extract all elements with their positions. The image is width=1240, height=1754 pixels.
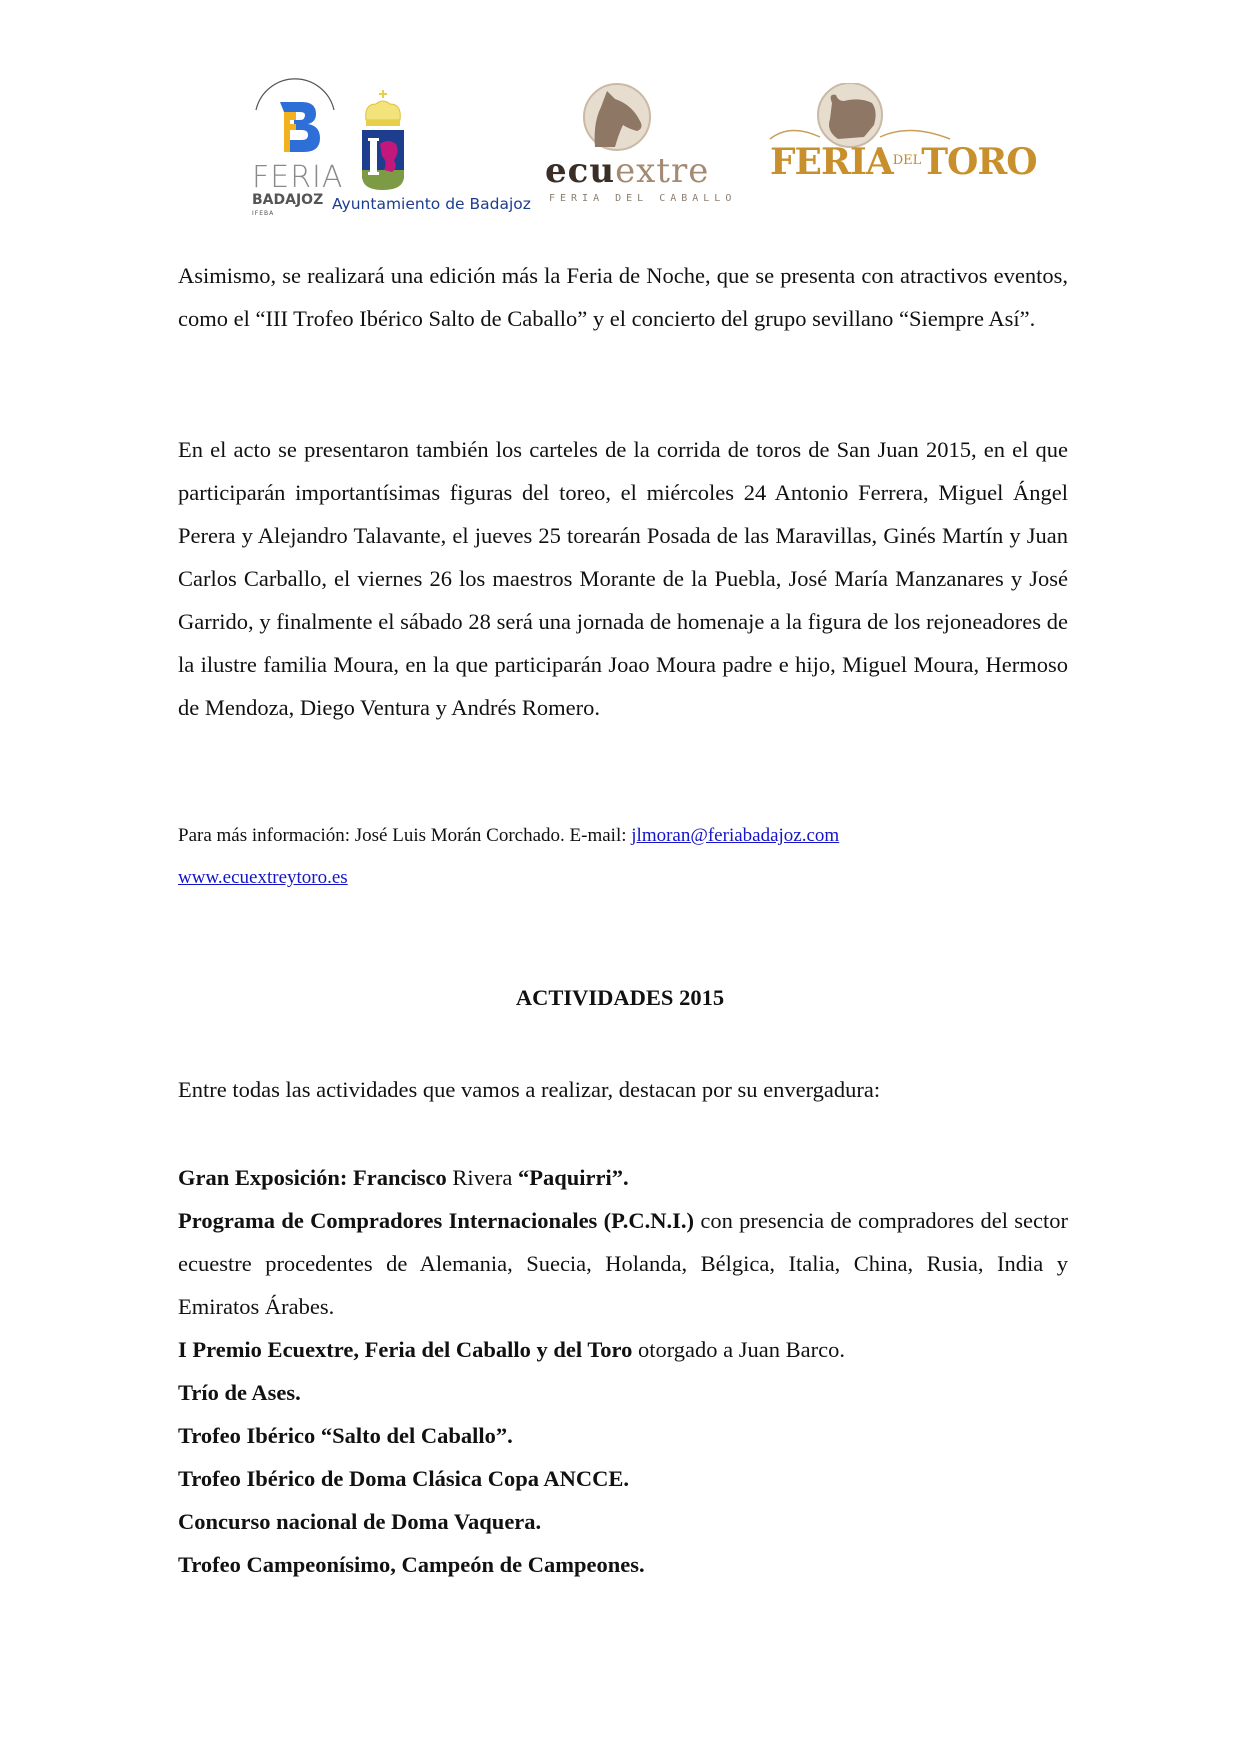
activity-bold-text: Gran Exposición: Francisco: [178, 1165, 447, 1190]
ayuntamiento-word: Ayuntamiento de Badajoz: [332, 195, 531, 213]
activity-bold-text: “Paquirri”.: [517, 1165, 629, 1190]
logo-feria-del-toro: [760, 83, 1037, 203]
paragraph-feria-de-noche: Asimismo, se realizará una edición más la Feria de Noche, que se presenta con atractivos eventos, como el “III Trofeo Ibérico Salto de Caballo” y el concierto del grupo sevillano “Siempre Así”.: [178, 263, 1068, 331]
activity-text: Rivera: [446, 1165, 518, 1190]
activity-item: [178, 1156, 1068, 1199]
extre-part: extre: [615, 151, 710, 191]
activities-heading: ACTIVIDADES 2015: [515, 985, 725, 1010]
ecuextre-word: [545, 151, 709, 191]
activity-text: con presencia de compradores del sector ecuestre procedentes de Alemania, Suecia, Holanda, Bélgica, Italia, China, Rusia, India y Emiratos Árabes.: [178, 1208, 1068, 1319]
activity-item: [178, 1371, 1068, 1414]
contact-info: [178, 815, 1068, 899]
feria-part: FERIA: [770, 141, 893, 183]
activity-bold-text: Trofeo Campeonísimo, Campeón de Campeones.: [178, 1552, 645, 1577]
badajoz-word: BADAJOZ: [252, 192, 324, 208]
activities-list: [178, 1156, 1068, 1586]
del-part: DEL: [892, 153, 922, 168]
horse-head-icon: [545, 83, 730, 153]
activity-bold-text: Trofeo Ibérico de Doma Clásica Copa ANCCE.: [178, 1466, 630, 1491]
activities-intro: Entre todas las actividades que vamos a realizar, destacan por su envergadura:: [178, 1077, 881, 1102]
contact-text: Para más información: José Luis Morán Corchado. E-mail:: [178, 825, 632, 846]
activity-bold-text: Trío de Ases.: [178, 1380, 301, 1405]
activity-item: [178, 1328, 1068, 1371]
header-logos: [250, 78, 1037, 218]
logo-ecuextre: [545, 83, 737, 204]
coat-of-arms-icon: [332, 90, 522, 190]
feria-word: FERIA: [252, 160, 344, 195]
activity-item: [178, 1457, 1068, 1500]
logo-ayuntamiento-badajoz: [332, 90, 531, 218]
feria-del-toro-word: [770, 141, 1037, 183]
activity-item: [178, 1500, 1068, 1543]
paragraph-carteles-toros: En el acto se presentaron también los carteles de la corrida de toros de San Juan 2015, en el que participarán importantísimas figuras del toreo, el miércoles 24 Antonio Ferrera, Miguel Ángel Perera y Alejandro Talavante, el jueves 25 torearán Posada de las Maravillas, Ginés Martín y Juan Carlos Carballo, el viernes 26 los maestros Morante de la Puebla, José María Manzanares y José Garrido, y finalmente el sábado 28 será una jornada de homenaje a la figura de los rejoneadores de la ilustre familia Moura, en la que participarán Joao Moura padre e hijo, Miguel Moura, Hermoso de Mendoza, Diego Ventura y Andrés Romero.: [178, 437, 1068, 720]
feria-del-caballo-word: FERIA DEL CABALLO: [549, 193, 737, 204]
logo-feria-badajoz: [250, 78, 344, 218]
activity-item: [178, 1199, 1068, 1328]
activity-item: [178, 1414, 1068, 1457]
activity-bold-text: Concurso nacional de Doma Vaquera.: [178, 1509, 542, 1534]
ifeba-word: IFEBA: [252, 210, 275, 217]
website-link[interactable]: www.ecuextreytoro.es: [178, 867, 348, 888]
activity-text: otorgado a Juan Barco.: [632, 1337, 845, 1362]
activity-bold-text: Trofeo Ibérico “Salto del Caballo”.: [178, 1423, 513, 1448]
activity-bold-text: I Premio Ecuextre, Feria del Caballo y del Toro: [178, 1337, 633, 1362]
email-link[interactable]: jlmoran@feriabadajoz.com: [631, 825, 840, 846]
toro-part: TORO: [921, 141, 1037, 183]
ecu-part: ecu: [545, 151, 616, 191]
activity-bold-text: Programa de Compradores Internacionales (P.C.N.I.): [178, 1208, 695, 1233]
activity-item: [178, 1543, 1068, 1586]
feria-badajoz-emblem-icon: [250, 78, 340, 160]
